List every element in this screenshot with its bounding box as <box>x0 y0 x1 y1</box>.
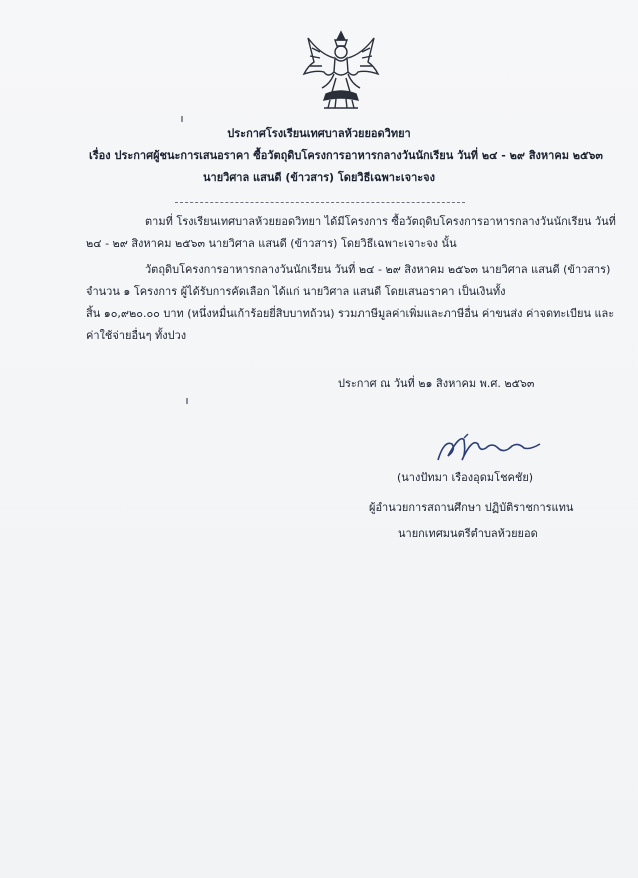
paragraph-1-line-1: ตามที่ โรงเรียนเทศบาลห้วยยอดวิทยา ได้มีโครงการ ซื้อวัตถุดิบโครงการอาหารกลางวันนักเรียน วันที่ <box>145 215 616 228</box>
signature <box>434 430 544 470</box>
document-title: ประกาศโรงเรียนเทศบาลห้วยยอดวิทยา <box>227 127 411 140</box>
divider-line <box>175 202 465 203</box>
paragraph-2-line-4: ค่าใช้จ่ายอื่นๆ ทั้งปวง <box>86 329 187 342</box>
announce-date: ประกาศ ณ วันที่ ๒๑ สิงหาคม พ.ศ. ๒๕๖๓ <box>338 377 535 390</box>
subject-line-2: นายวิศาล แสนดี (ข้าวสาร) โดยวิธีเฉพาะเจาะจง <box>203 171 435 184</box>
garuda-emblem-icon <box>300 28 382 112</box>
subject-line-1: เรื่อง ประกาศผู้ชนะการเสนอราคา ซื้อวัตถุดิบโครงการอาหารกลางวันนักเรียน วันที่ ๒๔ - ๒๙ สิงหาคม ๒๕๖๓ <box>89 149 603 162</box>
paragraph-2-line-2: จำนวน ๑ โครงการ ผู้ได้รับการคัดเลือก ได้แก่ นายวิศาล แสนดี โดยเสนอราคา เป็นเงินทั้ง <box>86 285 506 298</box>
signer-position-2: นายกเทศมนตรีตำบลห้วยยอด <box>398 527 538 540</box>
signer-name: (นางปัทมา เรืองอุดมโชคชัย) <box>397 471 534 484</box>
paragraph-2-line-1: วัตถุดิบโครงการอาหารกลางวันนักเรียน วันที่ ๒๔ - ๒๙ สิงหาคม ๒๕๖๓ นายวิศาล แสนดี (ข้าวสาร) <box>145 263 611 276</box>
paragraph-1-line-2: ๒๔ - ๒๙ สิงหาคม ๒๕๖๓ นายวิศาล แสนดี (ข้าวสาร) โดยวิธีเฉพาะเจาะจง นั้น <box>86 237 457 250</box>
scan-mark <box>186 398 188 404</box>
paragraph-2-line-3: สิ้น ๑๐,๙๒๐.๐๐ บาท (หนึ่งหมื่นเก้าร้อยยี่สิบบาทถ้วน) รวมภาษีมูลค่าเพิ่มและภาษีอื่น ค่าขนส่ง ค่าจดทะเบียน และ <box>86 307 615 320</box>
signer-position-1: ผู้อำนวยการสถานศึกษา ปฏิบัติราชการแทน <box>369 501 574 514</box>
scan-mark <box>181 116 183 122</box>
